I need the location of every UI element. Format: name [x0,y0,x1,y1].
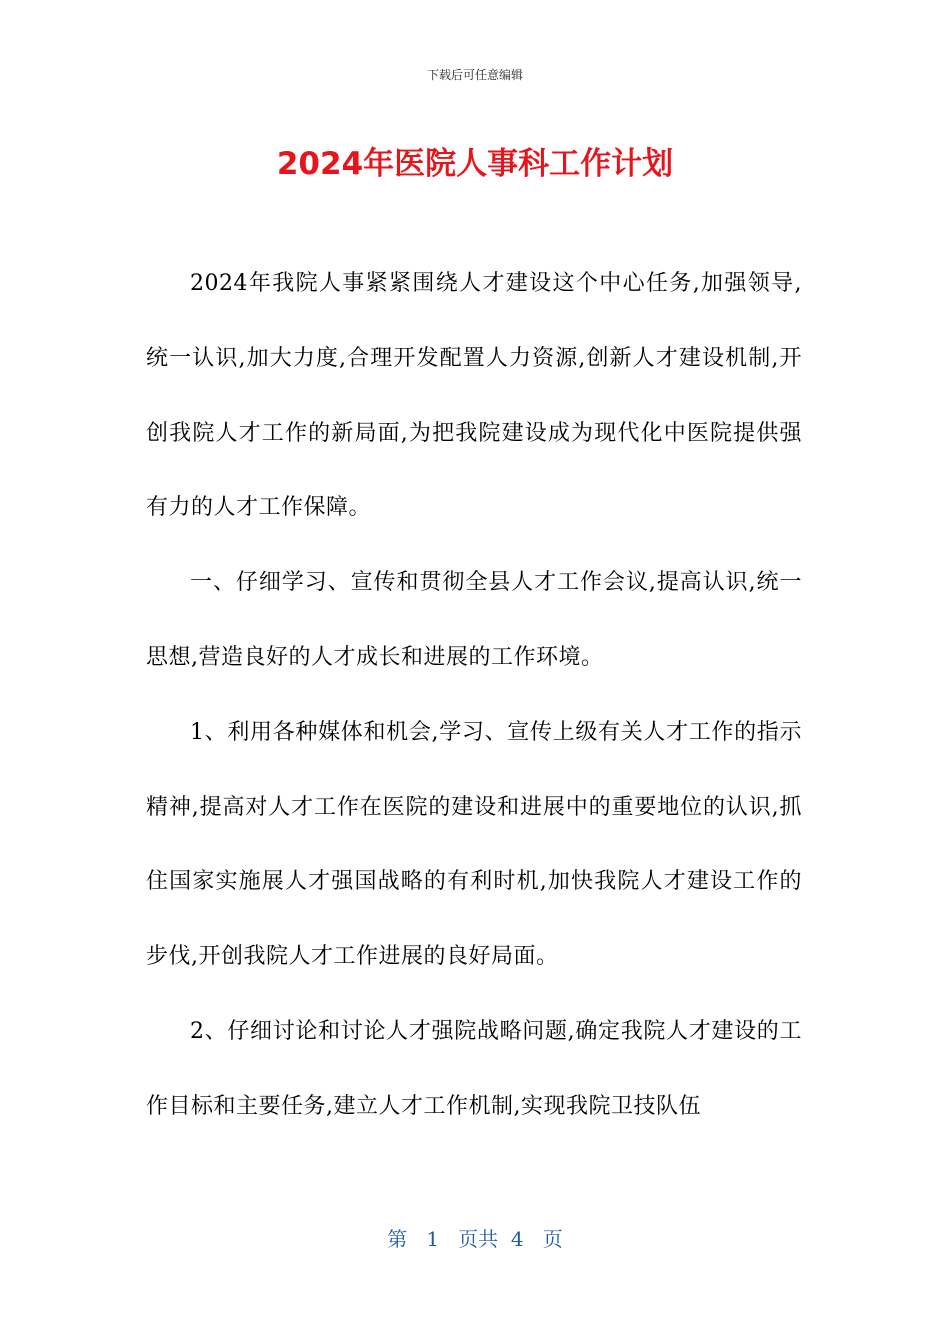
paragraph-item-2: 2、仔细讨论和讨论人才强院战略问题,确定我院人才建设的工作目标和主要任务,建立人才工作机制,实现我院卫技队伍 [146,1018,802,1119]
paragraph-item-1: 1、利用各种媒体和机会,学习、宣传上级有关人才工作的指示精神,提高对人才工作在医院的建设和进展中的重要地位的认识,抓住国家实施展人才强国战略的有利时机,加快我院人才建设工作的步伐,开创我院人才工作进展的良好局面。 [146,719,802,970]
header-note: 下载后可任意编辑 [426,68,523,82]
page-footer [0,1225,950,1253]
document-body [146,247,802,1145]
document-title: 2024年医院人事科工作计划 [276,146,674,182]
page-prefix: 第 [387,1227,408,1251]
page-total: 4 [510,1227,524,1251]
paragraph-intro: 2024年我院人事紧紧围绕人才建设这个中心任务,加强领导,统一认识,加大力度,合理开发配置人力资源,创新人才建设机制,开创我院人才工作的新局面,为把我院建设成为现代化中医院提供强有力的人才工作保障。 [146,271,802,521]
paragraph-section-1: 一、仔细学习、宣传和贯彻全县人才工作会议,提高认识,统一思想,营造良好的人才成长和进展的工作环境。 [146,570,802,670]
page-number: 1 [426,1227,440,1251]
page-middle: 页共 [458,1227,499,1251]
page-suffix: 页 [542,1227,563,1251]
